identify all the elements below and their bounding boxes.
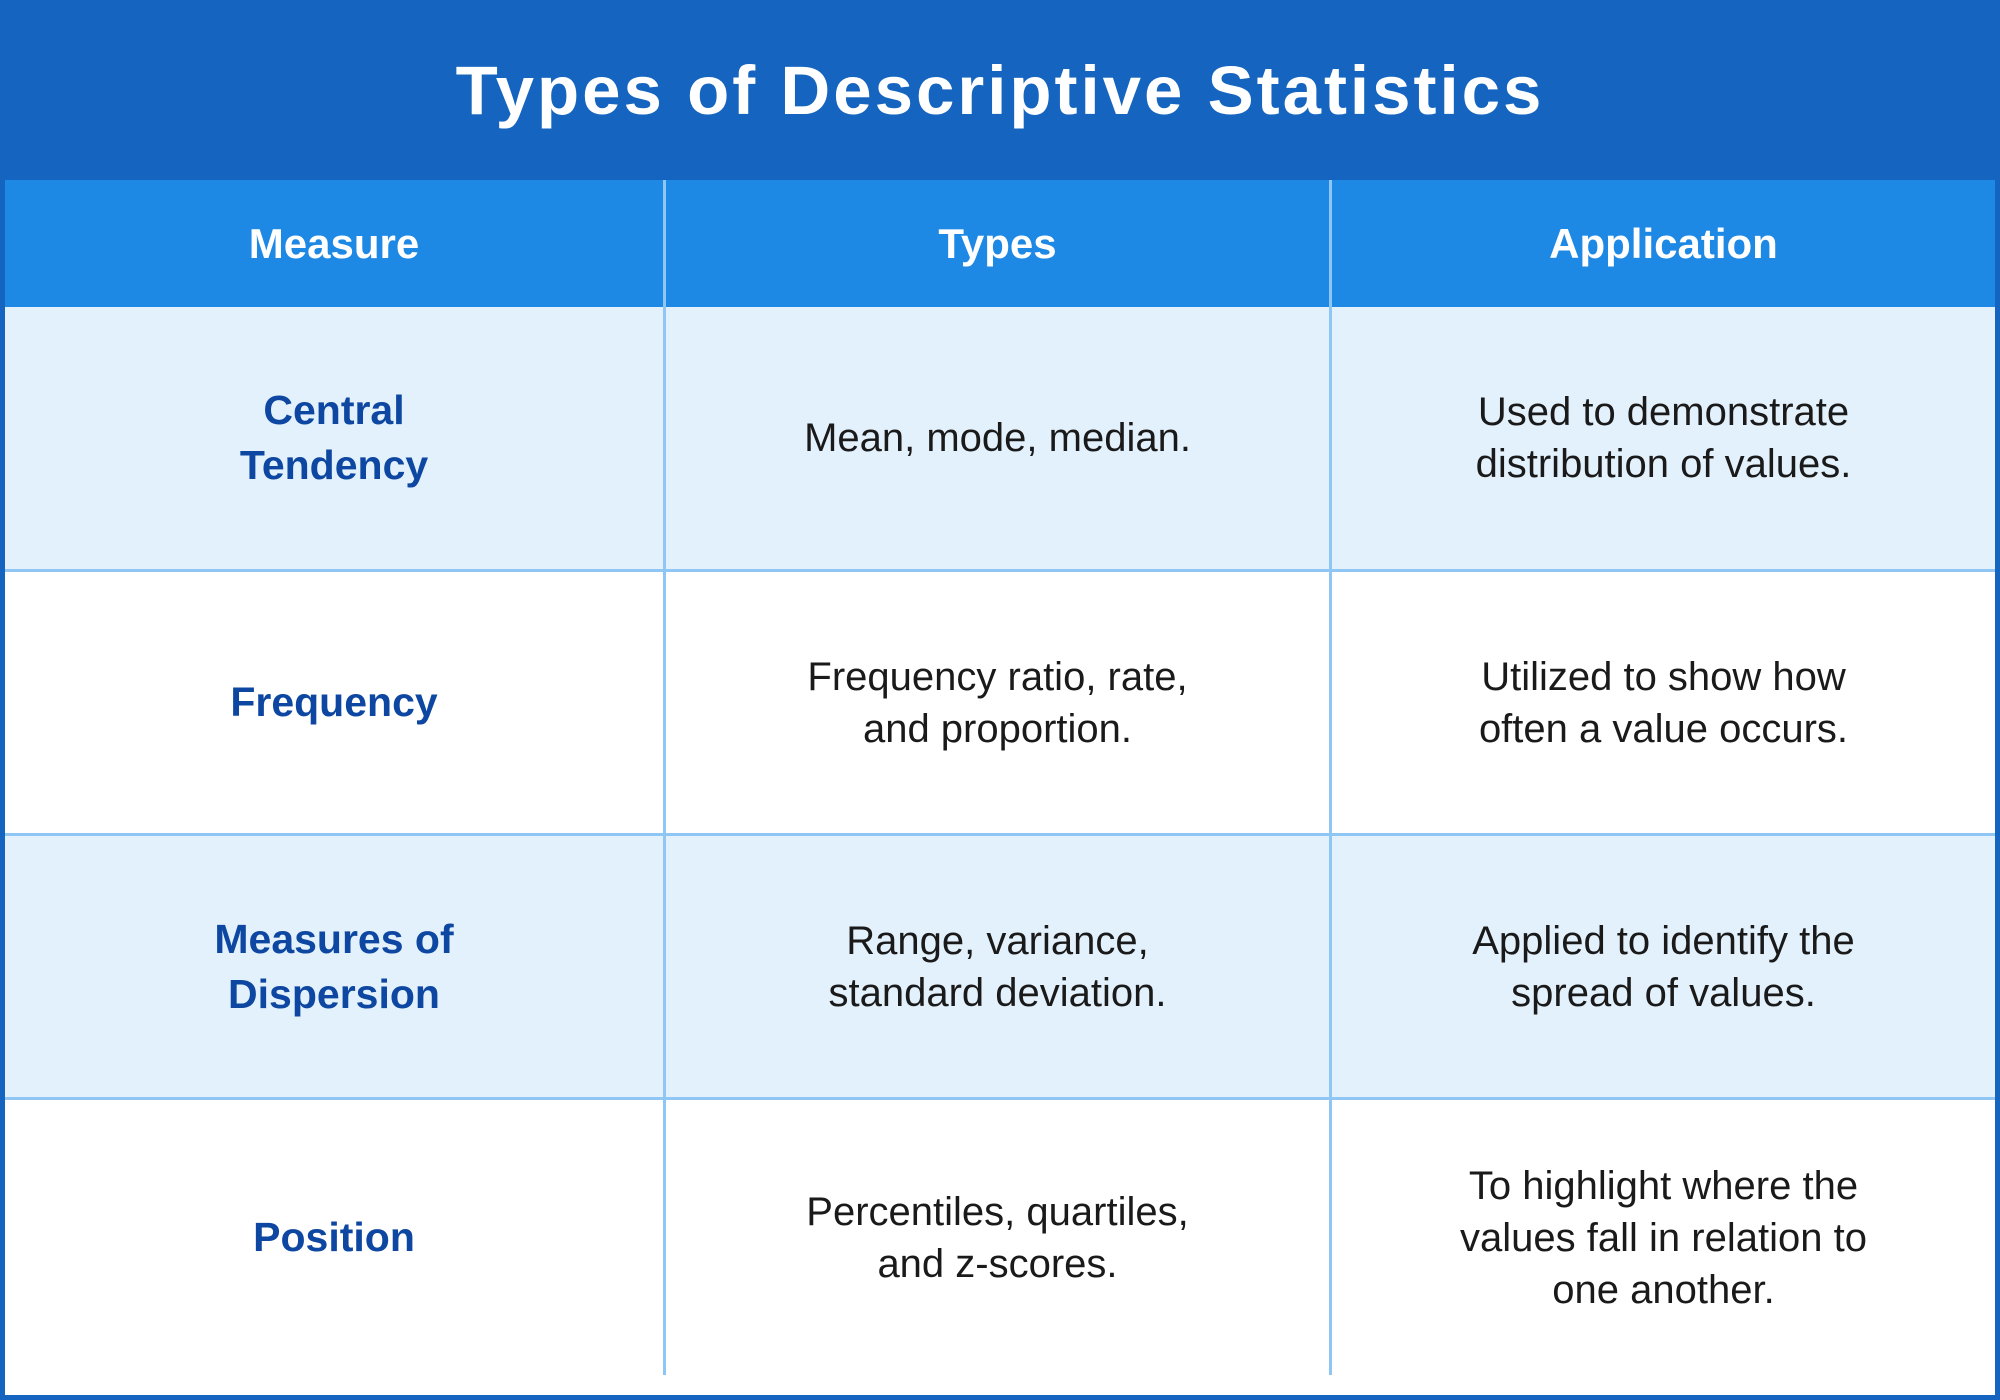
measure-cell xyxy=(5,836,666,1097)
types-cell xyxy=(666,1100,1332,1375)
title-bar xyxy=(0,0,2000,180)
types-cell xyxy=(666,307,1332,569)
types-cell xyxy=(666,836,1332,1097)
types-cell xyxy=(666,572,1332,833)
table-row xyxy=(5,836,1995,1100)
application-cell xyxy=(1332,1100,1995,1375)
header-application: Application xyxy=(1549,219,1778,267)
measure-label: Frequency xyxy=(230,679,438,725)
application-cell xyxy=(1332,572,1995,833)
application-cell xyxy=(1332,836,1995,1097)
measure-cell xyxy=(5,1100,666,1375)
measure-label: Central Tendency xyxy=(239,387,429,488)
header-types: Types xyxy=(666,180,1332,307)
measure-cell xyxy=(5,572,666,833)
page-title: Types of Descriptive Statistics xyxy=(455,51,1545,129)
types-text: Mean, mode, median. xyxy=(804,416,1191,460)
application-cell xyxy=(1332,307,1995,569)
table-row xyxy=(5,1100,1995,1375)
types-text: Frequency ratio, rate, and proportion. xyxy=(807,654,1188,751)
application-text: Applied to identify the spread of values. xyxy=(1472,918,1855,1015)
measure-label: Position xyxy=(253,1214,415,1260)
table-row xyxy=(5,572,1995,836)
application-text: Utilized to show how often a value occurs. xyxy=(1478,654,1849,751)
application-text: Used to demonstrate distribution of values. xyxy=(1475,390,1852,486)
types-text: Range, variance, standard deviation. xyxy=(828,918,1167,1015)
table-row xyxy=(5,307,1995,572)
measure-label: Measures of Dispersion xyxy=(214,915,454,1017)
application-text: To highlight where the values fall in relation to one another. xyxy=(1460,1163,1867,1312)
table-header-row xyxy=(5,180,1995,307)
types-text: Percentiles, quartiles, and z-scores. xyxy=(806,1189,1189,1286)
statistics-table xyxy=(5,180,1995,1395)
measure-cell xyxy=(5,307,666,569)
header-measure: Measure xyxy=(5,180,666,307)
